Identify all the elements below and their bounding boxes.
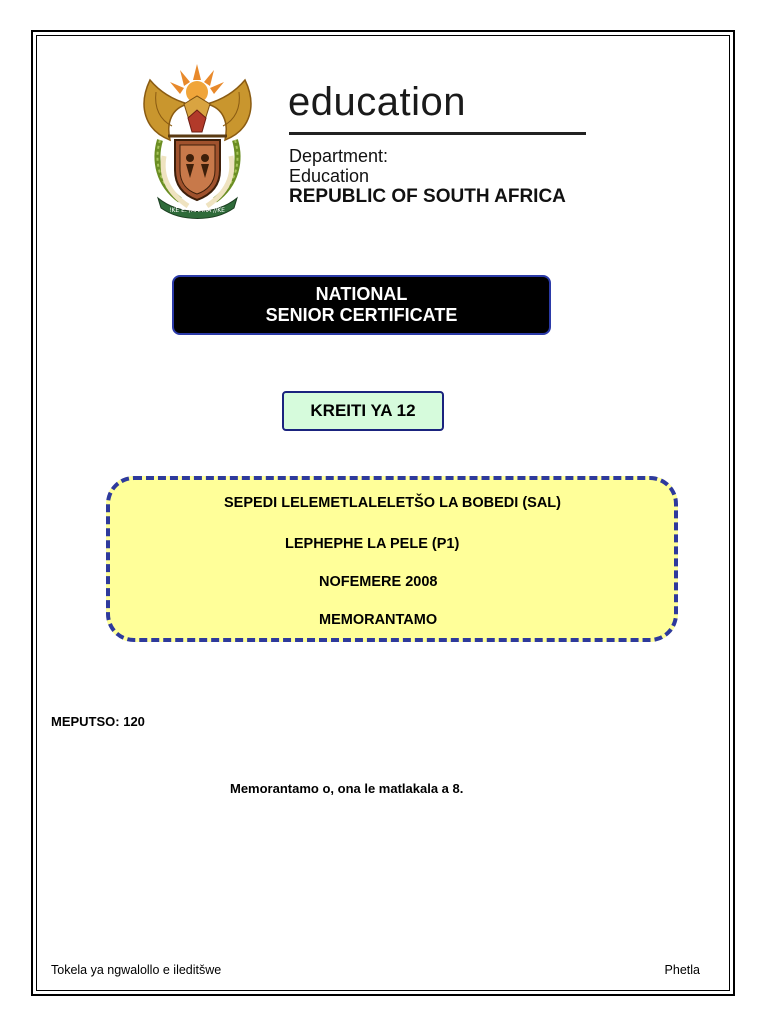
page-count-note: Memorantamo o, ona le matlakala a 8. bbox=[230, 781, 464, 796]
certificate-line-1: NATIONAL bbox=[315, 284, 408, 305]
coat-of-arms-icon bbox=[130, 60, 265, 220]
education-logo-text: education bbox=[288, 80, 466, 124]
copyright-notice: Tokela ya ngwalollo e ileditšwe bbox=[51, 963, 222, 977]
certificate-banner bbox=[172, 275, 551, 335]
svg-text:!KE E: /XARRA //KE: !KE E: /XARRA //KE bbox=[169, 207, 225, 214]
document-type: MEMORANTAMO bbox=[319, 612, 438, 628]
certificate-line-2: SENIOR CERTIFICATE bbox=[265, 305, 458, 325]
total-marks: MEPUTSO: 120 bbox=[51, 714, 145, 729]
logo-underline bbox=[289, 132, 586, 135]
paper-number: LEPHEPHE LA PELE (P1) bbox=[285, 536, 460, 552]
grade-label: KREITI YA 12 bbox=[282, 391, 444, 431]
country-name: REPUBLIC OF SOUTH AFRICA bbox=[289, 186, 566, 207]
department-name: Education bbox=[289, 166, 370, 186]
subject-title: SEPEDI LELEMETLALELETŠO LA BOBEDI (SAL) bbox=[224, 495, 561, 511]
turn-over-label: Phetla bbox=[664, 963, 700, 977]
exam-date: NOFEMERE 2008 bbox=[319, 574, 438, 590]
department-label: Department: bbox=[289, 146, 389, 166]
